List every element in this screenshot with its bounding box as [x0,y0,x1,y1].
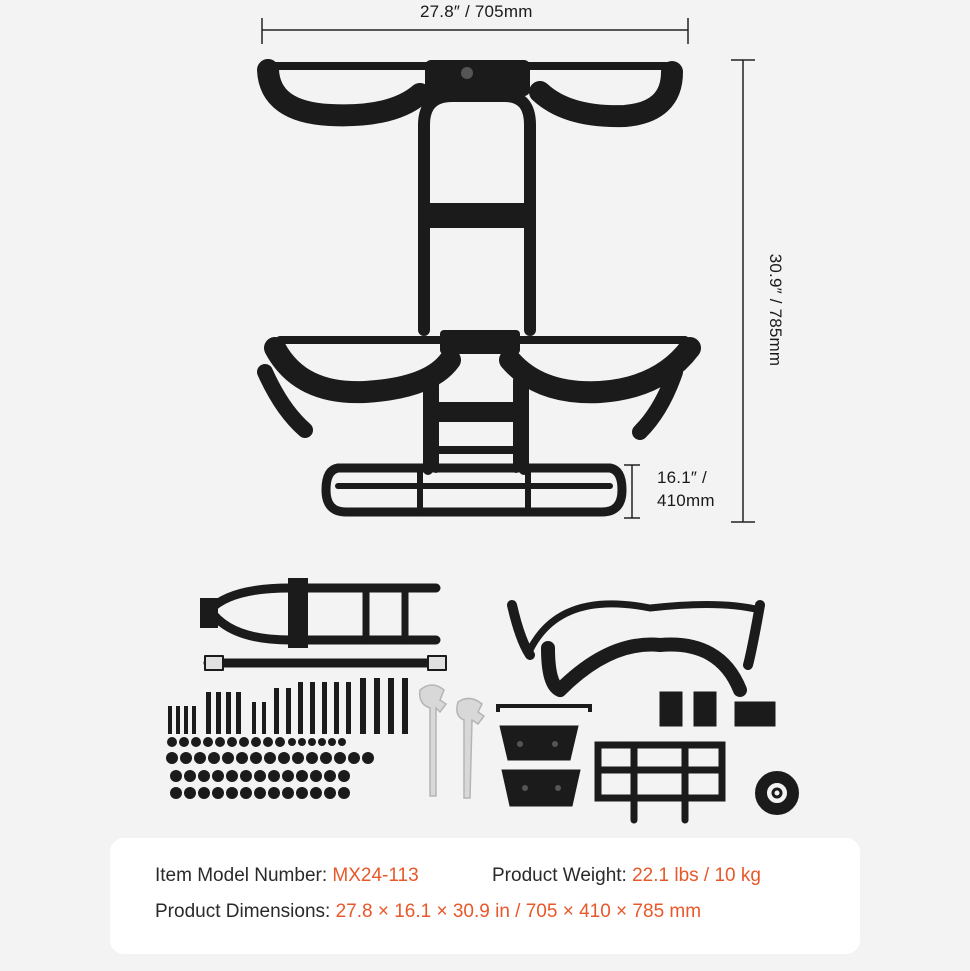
weight-label: Product Weight: [492,865,627,886]
weight-value: 22.1 lbs / 10 kg [632,865,761,886]
height-dimension-line [731,60,755,522]
depth-dimension-line2: 410mm [657,491,715,510]
washers-set [166,737,374,799]
base-frame-part [598,745,722,820]
depth-dimension-line1: 16.1″ / [657,468,707,487]
spec-card [110,838,860,954]
model-label: Item Model Number: [155,865,328,886]
dimensions-value: 27.8 × 16.1 × 30.9 in / 705 × 410 × 785 mm [335,901,702,922]
depth-dimension-label [657,466,715,512]
wrench-pair [420,685,484,798]
model-value: MX24-113 [332,865,419,886]
spec-row-model [155,865,761,887]
spec-row-dimensions [155,901,701,923]
strap-part [512,604,760,690]
assembled-stand [265,60,690,512]
width-dimension-label: 27.8″ / 705mm [420,2,533,21]
dimensions-label: Product Dimensions: [155,901,331,922]
coiled-strap-part [761,777,793,809]
height-dimension-label: 30.9″ / 785mm [766,253,785,367]
frame-part [200,578,446,670]
spec-weight [492,865,761,887]
bolts-set [168,678,408,734]
